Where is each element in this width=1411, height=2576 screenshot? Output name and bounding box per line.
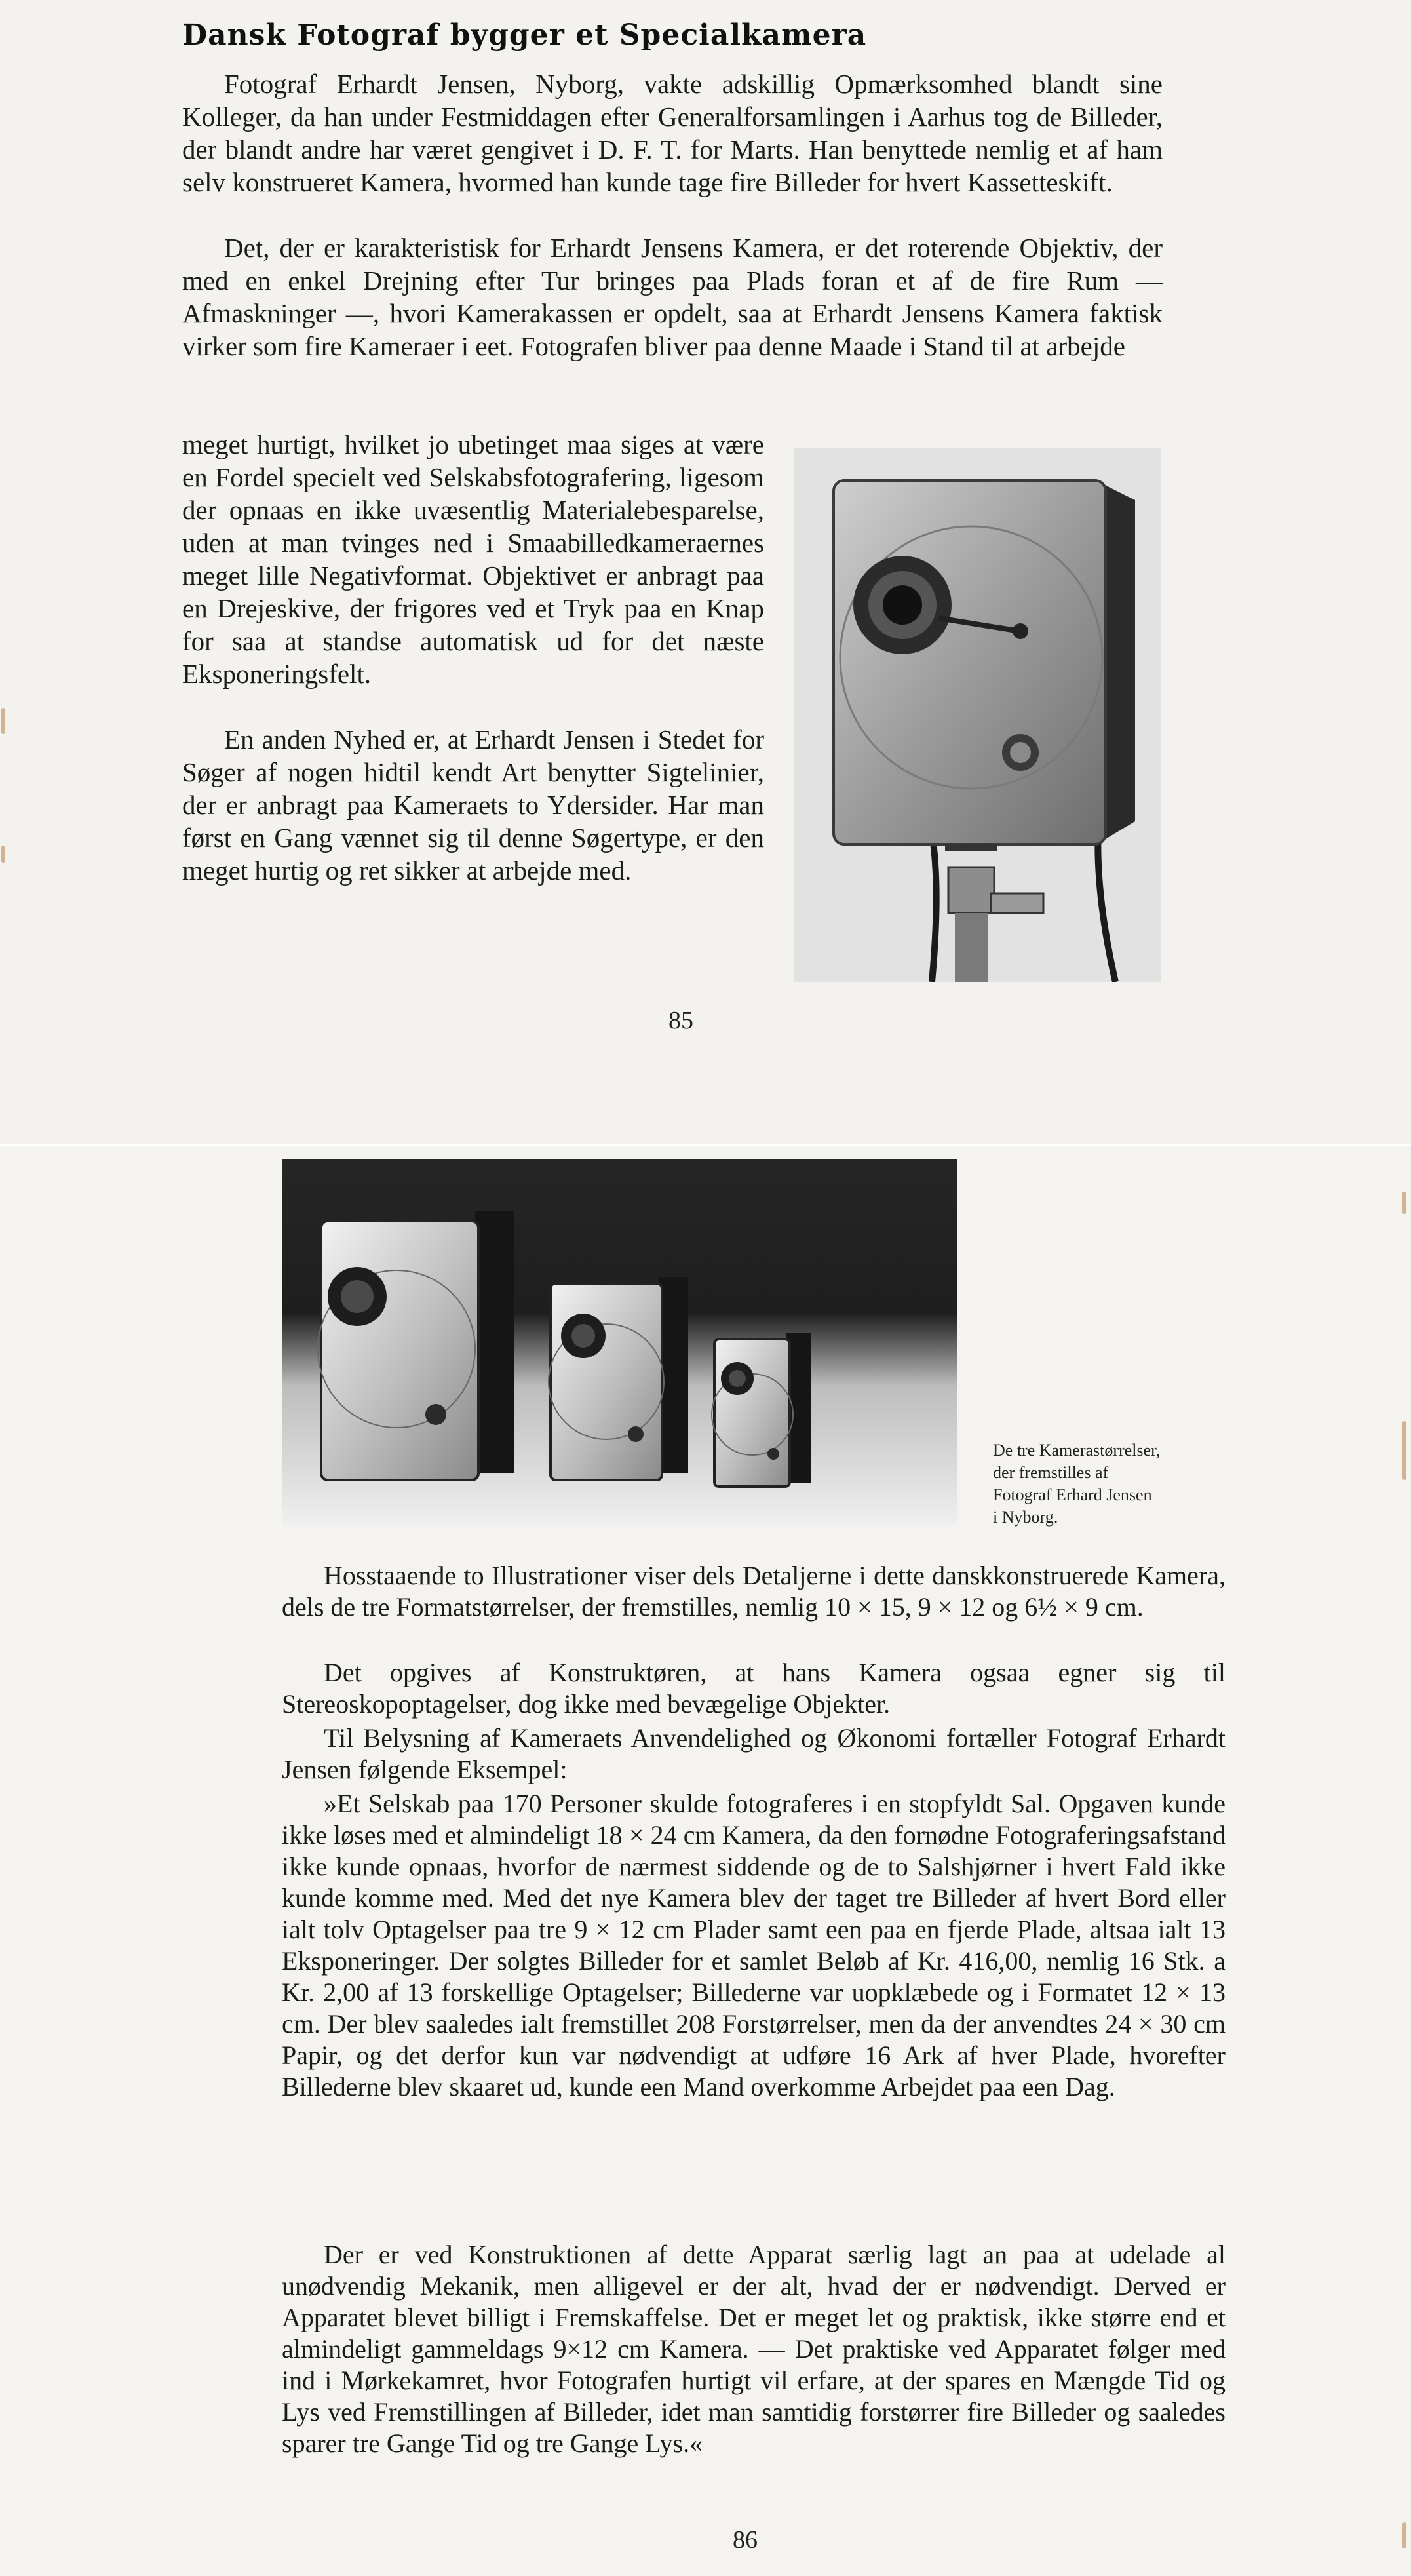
paragraph-intro: Fotograf Erhardt Jensen, Nyborg, vakte adskillig Opmærksomhed blandt sine Kolleger, da han under Festmiddagen efter Generalforsamlingen i Aarhus tog de Billeder, der blandt andre har været gengivet i D. F. T. for Marts. Han benyttede nemlig et af ham selv konstrueret Kamera, hvormed han kunde tage fire Billeder for hvert Kassetteskift. (182, 69, 1163, 197)
paragraph-illustrations: Hosstaaende to Illustrationer viser dels Detaljerne i dette danskkonstruerede Kamera, dels de tre Formatstørrelser, der fremstilles, nemlig 10 × 15, 9 × 12 og 6½ × 9 cm. (282, 1561, 1226, 1622)
binding-mark (1, 846, 5, 863)
binding-mark (1402, 2522, 1406, 2548)
page-86 (0, 1146, 1411, 2576)
camera-photo (794, 448, 1161, 982)
caption-line: der fremstilles af (993, 1463, 1109, 1482)
binding-mark (1, 708, 5, 734)
caption-line: i Nyborg. (993, 1508, 1058, 1527)
article-heading: Dansk Fotograf bygger et Specialkamera (182, 18, 867, 52)
photo-caption (993, 1439, 1255, 1529)
paragraph-example-quote: »Et Selskab paa 170 Personer skulde fotograferes i en stopfyldt Sal. Opgaven kunde ikke løses med et almindeligt 18 × 24 cm Kamera, da den fornødne Fotograferingsafstand ikke kunde opnaas, hvorfor de nærmest siddende og de to Salshjørner i hvert Fald ikke kunde komme med. Med det nye Kamera blev der taget tre Billeder af hvert Bord eller ialt tolv Optagelser paa tre 9 × 12 cm Plader samt een paa en fjerde Plade, altsaa ialt 13 Eksponeringer. Der solgtes Billeder for et samlet Beløb af Kr. 416,00, nemlig 16 Stk. a Kr. 2,00 af 13 forskellige Optagelser; Billederne var uopklæbede og i Formatet 12 × 13 cm. Der blev saaledes ialt fremstillet 208 Forstørrelser, men da der anvendtes 24 × 30 cm Papir, og det derfor kun var nødvendigt at udføre 16 Ark af hver Plade, hvorefter Billederne blev skaaret ud, kunde een Mand overkomme Arbejdet paa een Dag. (282, 1789, 1226, 2101)
binding-mark (1402, 1192, 1406, 1214)
caption-line: De tre Kamerastørrelser, (993, 1441, 1161, 1460)
paragraph-economy: Til Belysning af Kameraets Anvendelighed og Økonomi fortæller Fotograf Erhardt Jensen følgende Eksempel: (282, 1723, 1226, 1784)
page-85 (0, 0, 1411, 1144)
three-cameras-illustration (282, 1159, 957, 1526)
paragraph-objective: Det, der er karakteristisk for Erhardt Jensens Kamera, er det roterende Objektiv, der med en enkel Drejning efter Tur bringes paa Plads foran et af de fire Rum — Afmaskninger —, hvori Kamerakassen er opdelt, saa at Erhardt Jensens Kamera faktisk virker som fire Kameraer i eet. Fotografen bliver paa denne Maade i Stand til at arbejde (182, 233, 1163, 361)
page-number-85: 85 (668, 1007, 693, 1034)
paragraph-stereo: Det opgives af Konstruktøren, at hans Kamera ogsaa egner sig til Stereoskopoptagelser, dog ikke med bevægelige Objekter. (282, 1658, 1226, 1719)
paragraph-construction: Der er ved Konstruktionen af dette Apparat særlig lagt an paa at udelade al unødvendig Mekanik, men alligevel er der alt, hvad der er nødvendigt. Derved er Apparatet blevet billigt i Fremskaffelse. Det er meget let og praktisk, ikke større end et almindeligt gammeldags 9×12 cm Kamera. — Det praktiske ved Apparatet følger med ind i Mørkekamret, hvor Fotografen hurtigt vil erfare, at der spares en Mængde Tid og Lys ved Fremstillingen af Billeder, idet man samtidig forstørrer fire Billeder og saaledes sparer tre Gange Tid og tre Gange Lys.« (282, 2240, 1226, 2458)
binding-mark (1402, 1421, 1406, 1480)
caption-line: Fotograf Erhard Jensen (993, 1485, 1152, 1504)
three-cameras-photo (282, 1159, 957, 1526)
page-number-86: 86 (733, 2526, 758, 2554)
camera-illustration (794, 448, 1161, 982)
paragraph-viewfinder: En anden Nyhed er, at Erhardt Jensen i Stedet for Søger af nogen hidtil kendt Art benytter Sigtelinier, der er anbragt paa Kameraets to Ydersider. Har man først en Gang vænnet sig til denne Søgertype, er den meget hurtig og ret sikker at arbejde med. (182, 724, 764, 886)
paragraph-advantages: meget hurtigt, hvilket jo ubetinget maa siges at være en Fordel specielt ved Selskabsfotografering, ligesom der opnaas en ikke uvæsentlig Materialebesparelse, uden at man tvinges ned i Smaabilledkameraernes meget lille Negativformat. Objektivet er anbragt paa en Drejeskive, der frigores ved et Tryk paa en Knap for saa at standse automatisk ud for det næste Eksponeringsfelt. (182, 429, 764, 689)
